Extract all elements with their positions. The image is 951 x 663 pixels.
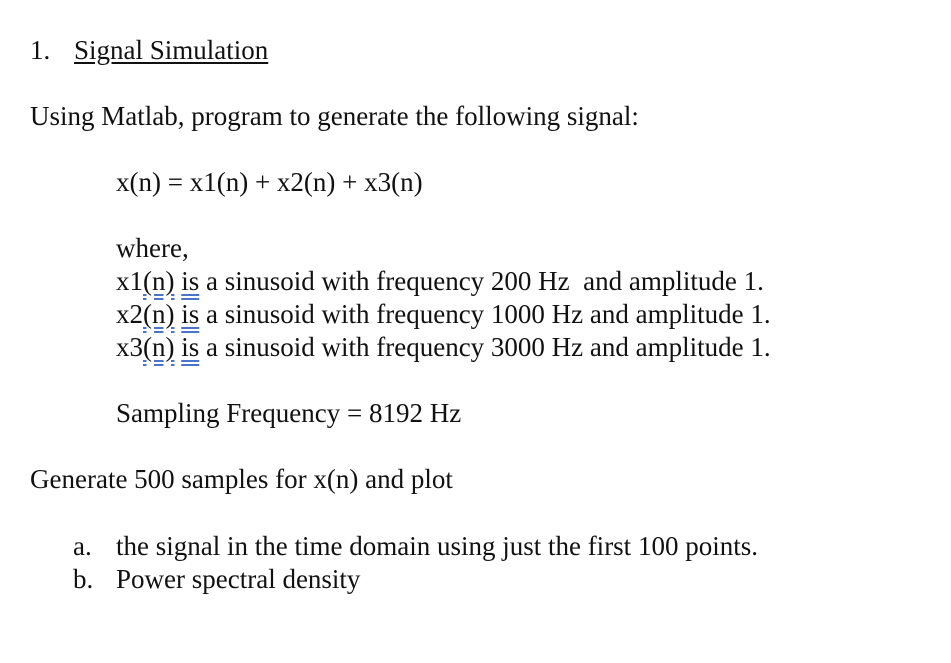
signal-definition-x1 bbox=[116, 265, 764, 298]
signal-is: is bbox=[181, 299, 200, 329]
task-text-b: Power spectral density bbox=[116, 564, 361, 594]
signal-is: is bbox=[181, 266, 200, 296]
where-label: where, bbox=[116, 233, 189, 263]
task-marker-b: b. bbox=[73, 564, 94, 594]
signal-arg: (n) bbox=[143, 266, 175, 296]
signal-description: a sinusoid with frequency 1000 Hz and amplitude 1. bbox=[199, 299, 771, 329]
sampling-frequency: Sampling Frequency = 8192 Hz bbox=[116, 398, 462, 428]
task-text-a: the signal in the time domain using just the first 100 points. bbox=[116, 531, 758, 561]
signal-arg: (n) bbox=[143, 299, 175, 329]
signal-description: a sinusoid with frequency 200 Hz and amplitude 1. bbox=[199, 266, 764, 296]
signal-description: a sinusoid with frequency 3000 Hz and amplitude 1. bbox=[199, 332, 771, 362]
task-marker-a: a. bbox=[73, 531, 92, 561]
signal-name: x2 bbox=[116, 299, 143, 329]
signal-name: x1 bbox=[116, 266, 143, 296]
signal-is: is bbox=[181, 332, 200, 362]
intro-paragraph: Using Matlab, program to generate the following signal: bbox=[30, 101, 639, 131]
generate-instruction: Generate 500 samples for x(n) and plot bbox=[30, 464, 453, 494]
signal-name: x3 bbox=[116, 332, 143, 362]
heading-title: Signal Simulation bbox=[74, 35, 269, 65]
signal-equation: x(n) = x1(n) + x2(n) + x3(n) bbox=[116, 167, 423, 197]
signal-definition-x3 bbox=[116, 331, 771, 364]
signal-definition-x2 bbox=[116, 298, 771, 331]
signal-arg: (n) bbox=[143, 332, 175, 362]
heading-number: 1. bbox=[30, 35, 51, 65]
